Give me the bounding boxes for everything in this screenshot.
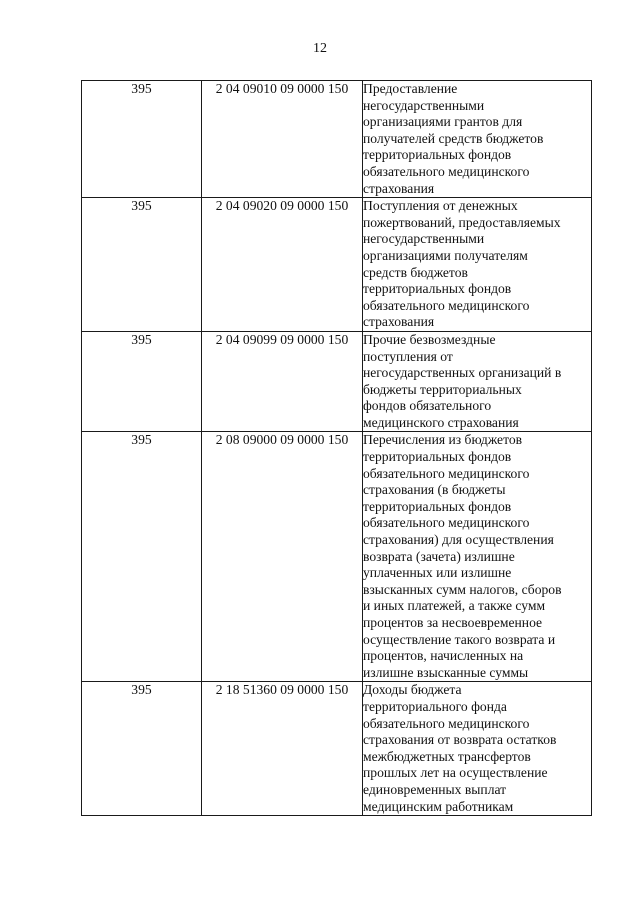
name-line: страхования) для осуществления <box>363 532 554 548</box>
name-line: межбюджетных трансфертов <box>363 748 531 764</box>
classification-code-cell: 2 18 51360 09 0000 150 <box>202 682 363 816</box>
name-line: негосударственных организаций в <box>363 365 562 381</box>
name-line: территориальных фондов <box>363 449 512 465</box>
income-name-cell <box>363 81 592 198</box>
name-line: обязательного медицинского <box>363 297 530 313</box>
name-line: Поступления от денежных <box>363 198 518 214</box>
table-row <box>82 331 592 432</box>
name-line: взысканных сумм налогов, сборов <box>363 581 562 597</box>
name-line: излишне взысканные суммы <box>363 664 529 680</box>
name-line: обязательного медицинского <box>363 715 530 731</box>
table-row <box>82 432 592 682</box>
name-line: возврата (зачета) излишне <box>363 548 515 564</box>
name-line: единовременных выплат <box>363 781 507 797</box>
name-line: процентов за несвоевременное <box>363 615 543 630</box>
name-line: бюджеты территориальных <box>363 381 522 397</box>
name-line: получателей средств бюджетов <box>363 130 544 146</box>
name-line: страхования (в бюджеты <box>363 482 506 498</box>
classification-code-cell: 2 04 09020 09 0000 150 <box>202 198 363 332</box>
name-line: территориальных фондов <box>363 281 512 297</box>
name-line: территориальных фондов <box>363 498 512 514</box>
name-line: поступления от <box>363 348 453 364</box>
table-row <box>82 682 592 816</box>
name-line: страхования от возврата остатков <box>363 732 557 748</box>
table-row <box>82 81 592 198</box>
name-line: процентов, начисленных на <box>363 648 524 664</box>
name-line: негосударственными <box>363 97 485 113</box>
administrator-code-cell: 395 <box>82 682 202 816</box>
name-line: медицинским работникам <box>363 798 514 814</box>
name-line: страхования <box>363 314 435 330</box>
name-line: территориальных фондов <box>363 147 512 163</box>
income-name-cell <box>363 198 592 332</box>
page-number: 12 <box>313 41 327 56</box>
administrator-code-cell: 395 <box>82 432 202 682</box>
name-line: осуществление такого возврата и <box>363 631 556 647</box>
name-line: негосударственными <box>363 231 485 247</box>
name-line: страхования <box>363 180 435 196</box>
classification-code-cell: 2 04 09010 09 0000 150 <box>202 81 363 198</box>
name-line: обязательного медицинского <box>363 163 530 179</box>
administrator-code-cell: 395 <box>82 331 202 432</box>
name-line: обязательного медицинского <box>363 465 530 481</box>
name-line: прошлых лет на осуществление <box>363 765 548 781</box>
name-line: средств бюджетов <box>363 264 468 280</box>
budget-classification-table <box>81 80 592 816</box>
administrator-code-cell: 395 <box>82 81 202 198</box>
name-line: Перечисления из бюджетов <box>363 432 523 448</box>
table-body <box>82 81 592 816</box>
income-name-cell <box>363 432 592 682</box>
name-line: фондов обязательного <box>363 398 492 414</box>
name-line: и иных платежей, а также сумм <box>363 598 546 614</box>
name-line: Доходы бюджета <box>363 682 462 698</box>
income-name-cell <box>363 682 592 816</box>
income-name-cell <box>363 331 592 432</box>
name-line: уплаченных или излишне <box>363 565 512 581</box>
name-line: Прочие безвозмездные <box>363 331 496 347</box>
table-row <box>82 198 592 332</box>
name-line: территориального фонда <box>363 698 507 714</box>
administrator-code-cell: 395 <box>82 198 202 332</box>
name-line: медицинского страхования <box>363 414 519 430</box>
name-line: обязательного медицинского <box>363 515 530 531</box>
classification-code-cell: 2 04 09099 09 0000 150 <box>202 331 363 432</box>
name-line: организациями грантов для <box>363 114 523 130</box>
name-line: Предоставление <box>363 81 458 96</box>
classification-code-cell: 2 08 09000 09 0000 150 <box>202 432 363 682</box>
name-line: организациями получателям <box>363 247 528 263</box>
name-line: пожертвований, предоставляемых <box>363 214 561 230</box>
